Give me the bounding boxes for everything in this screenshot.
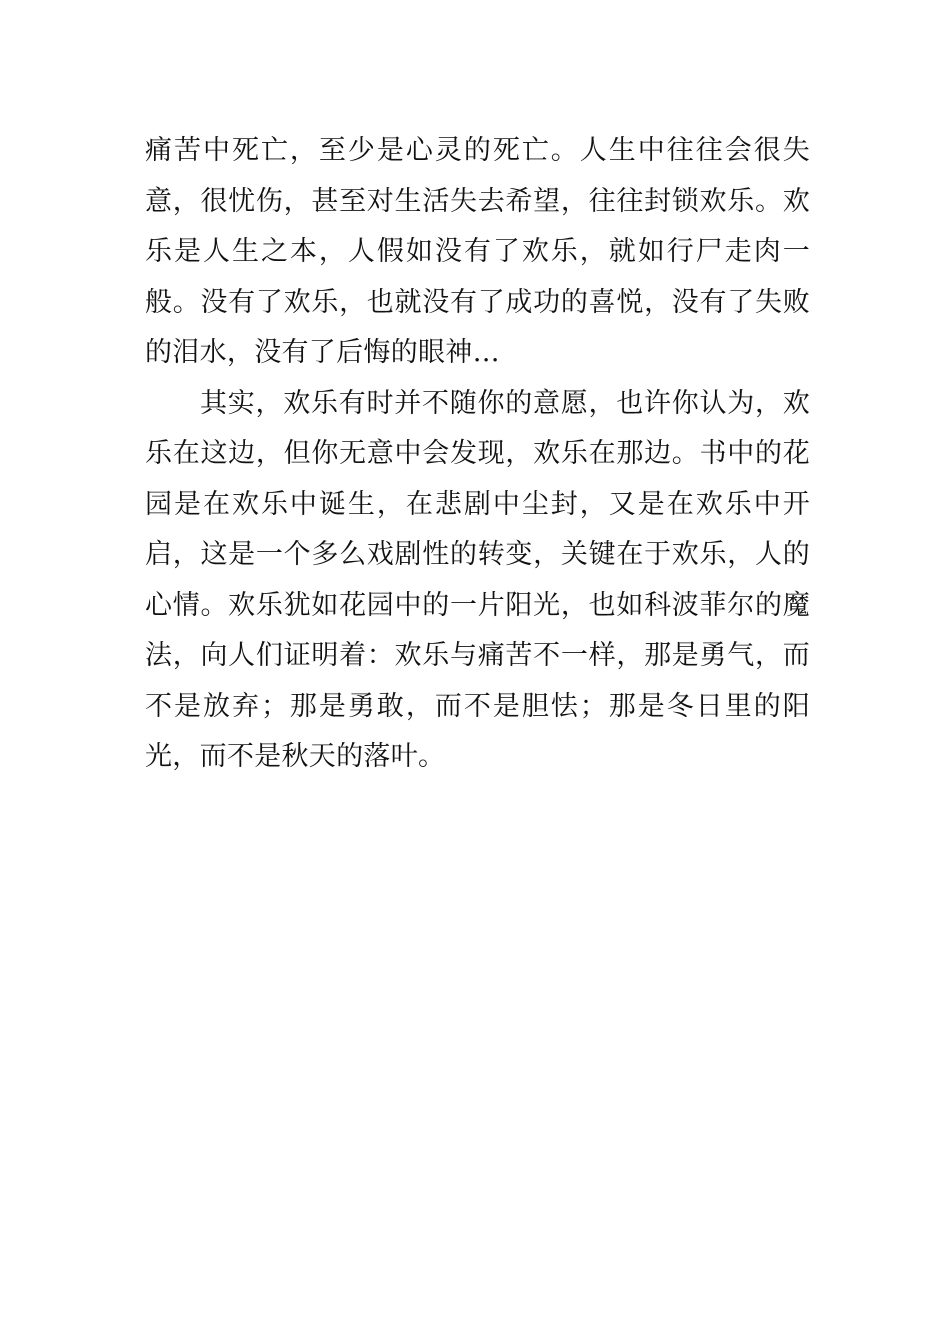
paragraph-1: 痛苦中死亡，至少是心灵的死亡。人生中往往会很失意，很忧伤，甚至对生活失去希望，往往封锁欢乐。欢乐是人生之本，人假如没有了欢乐，就如行尸走肉一般。没有了欢乐，也就没有了成功的喜悦，没有了失败的泪水，没有了后悔的眼神… — [145, 135, 810, 368]
body-text — [145, 126, 810, 783]
paragraph-2: 其实，欢乐有时并不随你的意愿，也许你认为，欢乐在这边，但你无意中会发现，欢乐在那边。书中的花园是在欢乐中诞生，在悲剧中尘封，又是在欢乐中开启，这是一个多么戏剧性的转变，关键在于欢乐，人的心情。欢乐犹如花园中的一片阳光，也如科波菲尔的魔法，向人们证明着：欢乐与痛苦不一样，那是勇气，而不是放弃；那是勇敢，而不是胆怯；那是冬日里的阳光，而不是秋天的落叶。 — [145, 387, 810, 772]
